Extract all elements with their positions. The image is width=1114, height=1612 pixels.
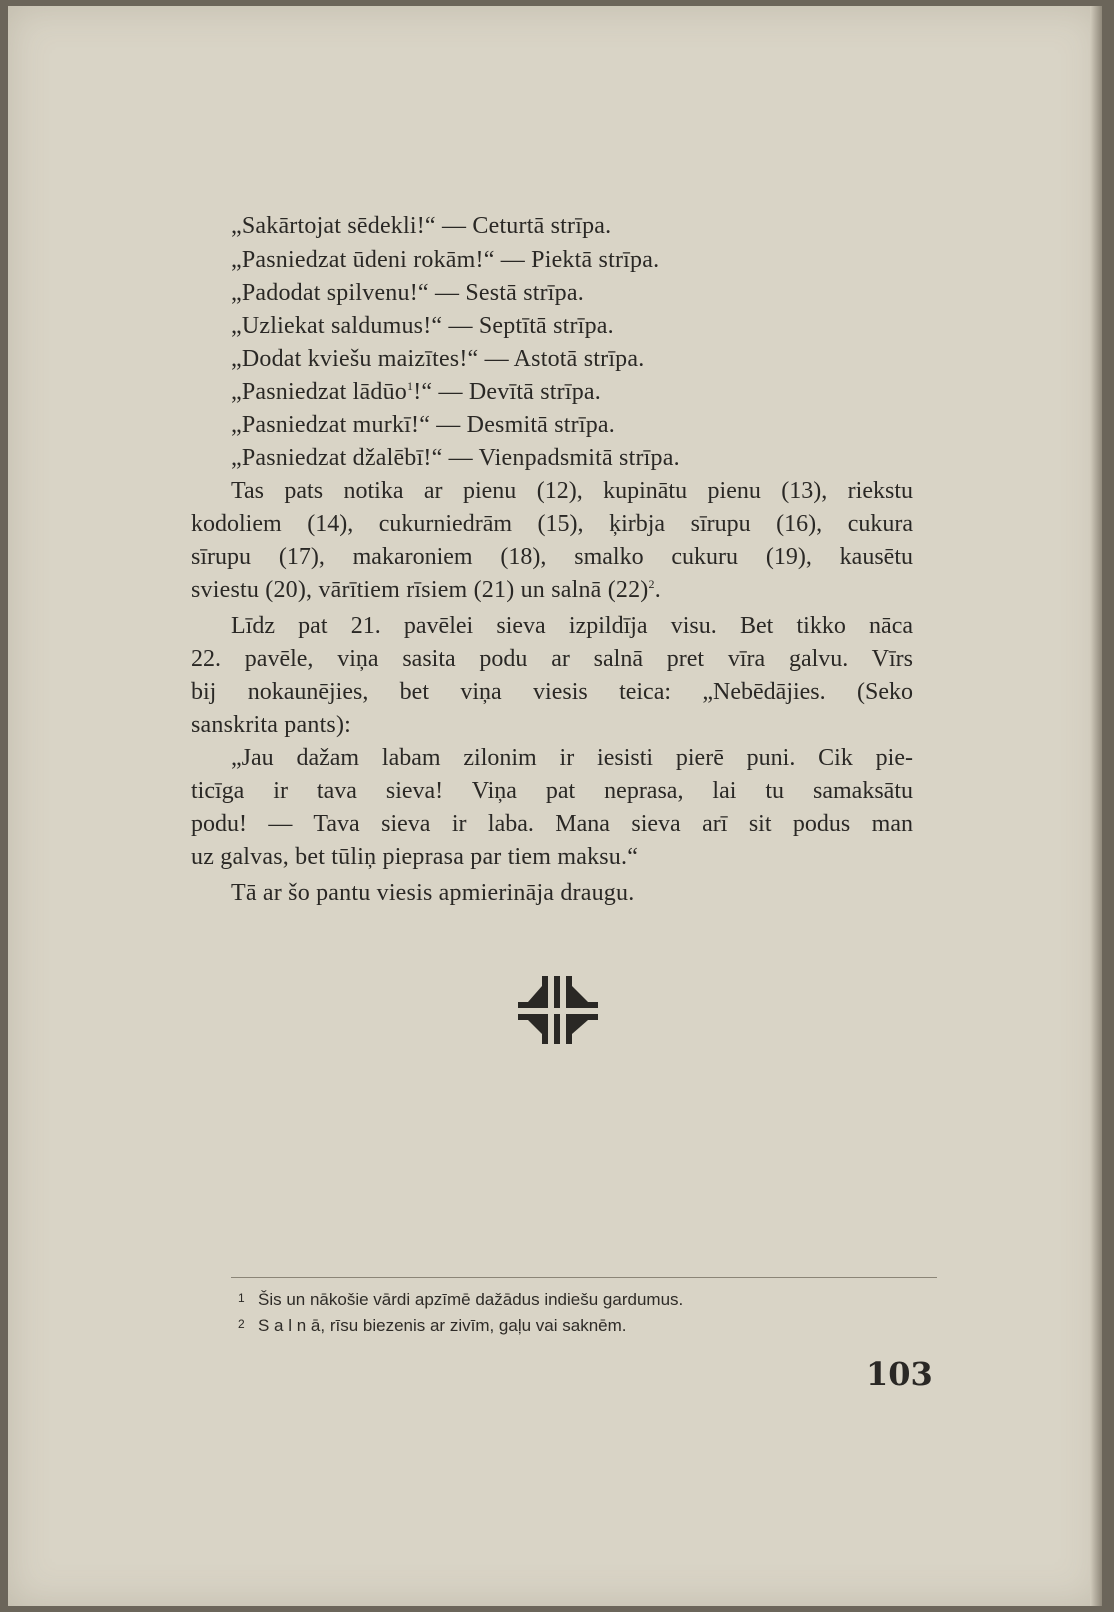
verse-line: ticīga ir tava sieva! Viņa pat neprasa, lai tu samaksātu — [191, 778, 913, 804]
dialog-line-ladu — [231, 377, 601, 407]
dialog-line: „Dodat kviešu maizītes!“ — Astotā strīpa. — [231, 346, 645, 372]
footnote-ref: 2 — [648, 577, 655, 591]
dialog-line: „Uzliekat saldumus!“ — Septītā strīpa. — [231, 313, 614, 339]
paragraph-text: sviestu (20), vārītiem rīsiem (21) un salnā (22) — [191, 577, 649, 603]
page-edge — [1090, 6, 1102, 1606]
footnote-text: S a l n ā, rīsu biezenis ar zivīm, gaļu vai saknēm. — [258, 1316, 627, 1335]
verse-line: podu! — Tava sieva ir laba. Mana sieva arī sit podus man — [191, 811, 913, 837]
paragraph-text: . — [654, 577, 661, 603]
paragraph-line: sīrupu (17), makaroniem (18), smalko cukuru (19), kausētu — [191, 544, 913, 570]
dialog-line: „Pasniedzat džalēbī!“ — Vienpadsmitā strīpa. — [231, 445, 680, 471]
verse-line-last: uz galvas, bet tūliņ pieprasa par tiem maksu.“ — [191, 844, 639, 870]
paragraph-line: 22. pavēle, viņa sasita podu ar salnā pret vīra galvu. Vīrs — [191, 646, 913, 672]
closing-line: Tā ar šo pantu viesis apmierināja draugu. — [231, 880, 635, 906]
verse-line: „Jau dažam labam zilonim ir iesisti pierē puni. Cik pie- — [231, 745, 913, 771]
paragraph-line-last: sanskrita pants): — [191, 712, 352, 738]
footnote-ref: 1 — [407, 379, 414, 393]
paragraph-line: Līdz pat 21. pavēlei sieva izpildīja visu. Bet tikko nāca — [231, 613, 913, 639]
dialog-text: !“ — Devītā strīpa. — [413, 379, 601, 405]
dialog-text: „Pasniedzat lādūo — [231, 379, 408, 405]
footnote-divider — [231, 1277, 937, 1278]
dialog-line: „Pasniedzat ūdeni rokām!“ — Piektā strīpa. — [231, 247, 660, 273]
footnote-text: Šis un nākošie vārdi apzīmē dažādus indiešu gardumus. — [258, 1290, 684, 1309]
paragraph-line: kodoliem (14), cukurniedrām (15), ķirbja sīrupu (16), cukura — [191, 511, 913, 537]
footnote-number: 2 — [238, 1317, 245, 1331]
ornament-icon — [518, 974, 598, 1046]
page-number: 103 — [866, 1355, 933, 1393]
paragraph-line: Tas pats notika ar pienu (12), kupinātu pienu (13), riekstu — [231, 478, 913, 504]
dialog-line: „Padodat spilvenu!“ — Sestā strīpa. — [231, 280, 584, 306]
dialog-line: „Sakārtojat sēdekli!“ — Ceturtā strīpa. — [231, 213, 612, 239]
paragraph-line: bij nokaunējies, bet viņa viesis teica: „Nebēdājies. (Seko — [191, 679, 913, 705]
dialog-line: „Pasniedzat murkī!“ — Desmitā strīpa. — [231, 412, 615, 438]
footnote-number: 1 — [238, 1291, 245, 1305]
book-page — [8, 6, 1102, 1606]
paragraph-line-last — [191, 575, 661, 605]
